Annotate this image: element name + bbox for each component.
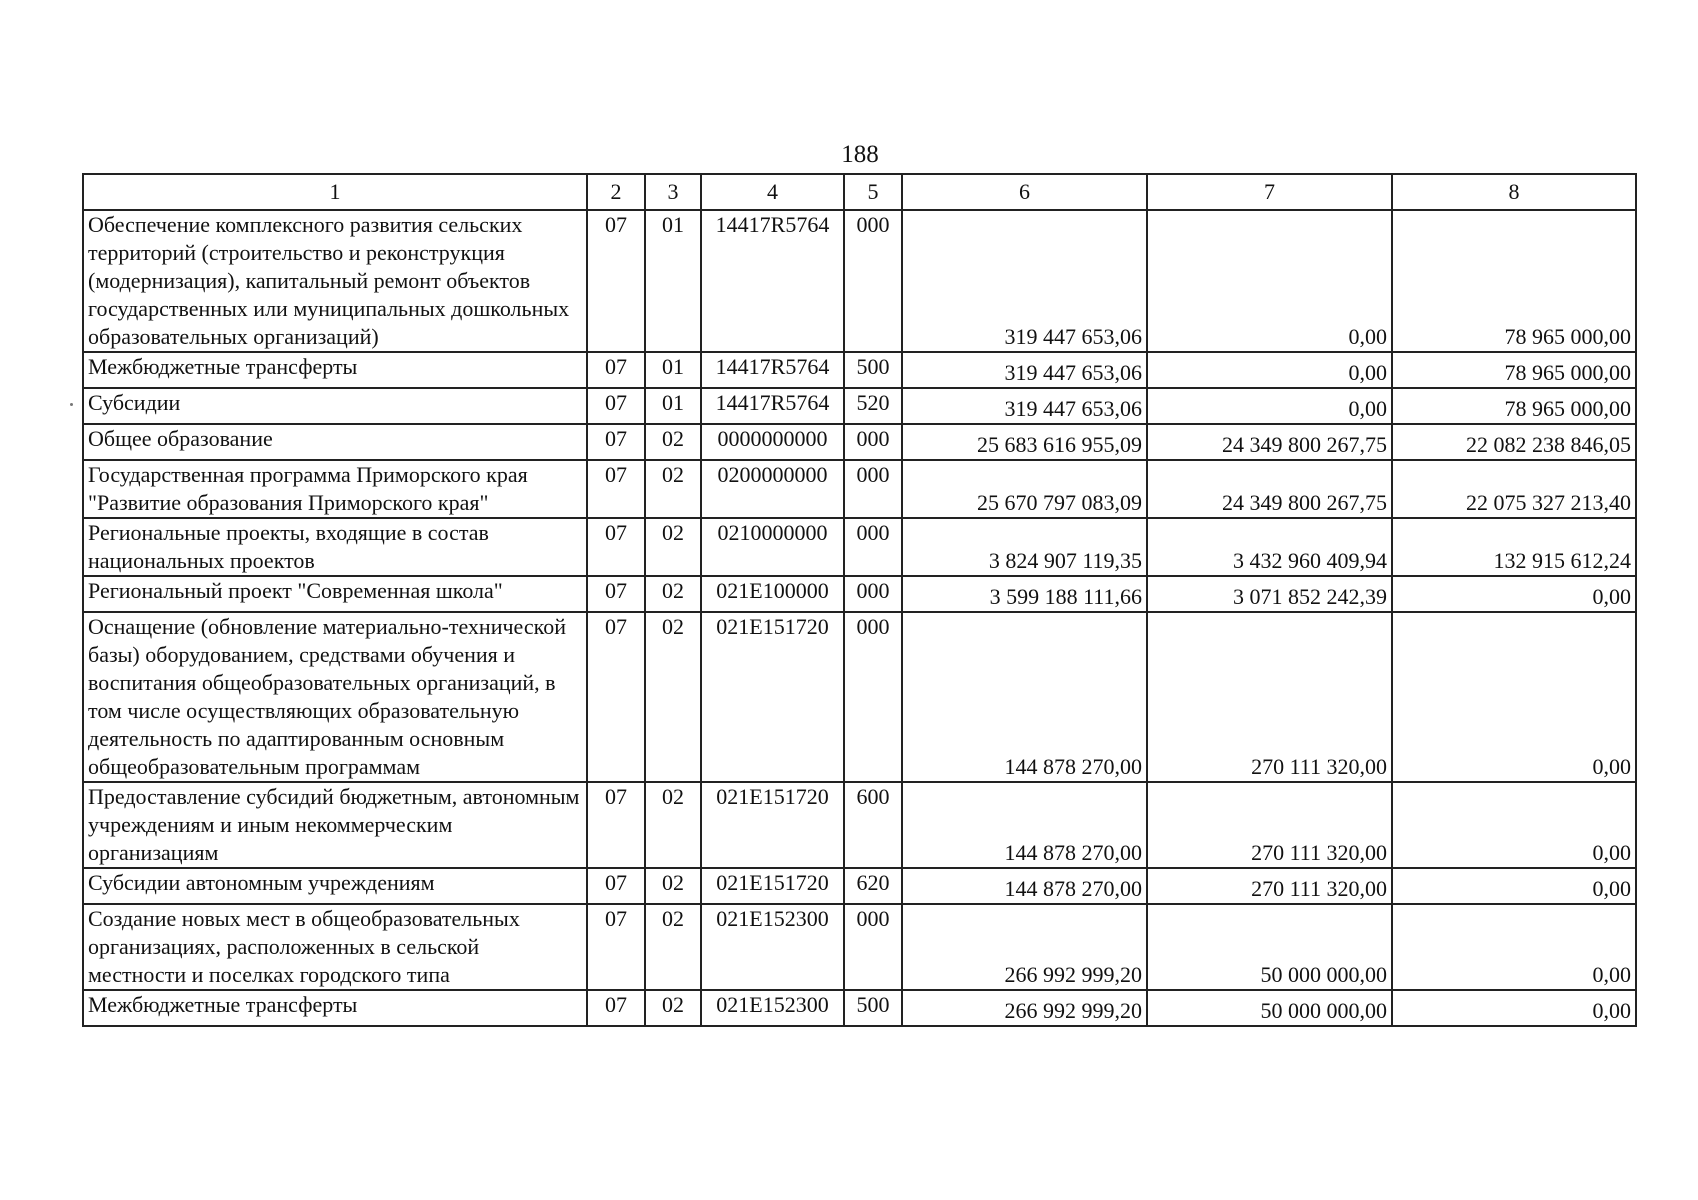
subsection-code: 02 — [645, 518, 701, 576]
header-col-4: 4 — [701, 174, 844, 210]
expense-type-code: 000 — [844, 210, 902, 352]
amount-col-7: 0,00 — [1147, 388, 1392, 424]
amount-col-6: 3 824 907 119,35 — [902, 518, 1147, 576]
expense-type-code: 620 — [844, 868, 902, 904]
section-code: 07 — [587, 518, 645, 576]
amount-col-7: 3 432 960 409,94 — [1147, 518, 1392, 576]
amount-col-7: 3 071 852 242,39 — [1147, 576, 1392, 612]
amount-col-8: 78 965 000,00 — [1392, 388, 1636, 424]
amount-col-7: 50 000 000,00 — [1147, 990, 1392, 1026]
header-col-5: 5 — [844, 174, 902, 210]
amount-col-6: 319 447 653,06 — [902, 210, 1147, 352]
expense-type-code: 500 — [844, 352, 902, 388]
amount-col-6: 319 447 653,06 — [902, 388, 1147, 424]
table-row — [83, 352, 1636, 388]
section-code: 07 — [587, 352, 645, 388]
amount-col-8: 22 082 238 846,05 — [1392, 424, 1636, 460]
target-article-code: 14417R5764 — [701, 352, 844, 388]
table-row — [83, 518, 1636, 576]
table-row — [83, 388, 1636, 424]
table-body — [83, 210, 1636, 1026]
table-row — [83, 990, 1636, 1026]
section-code: 07 — [587, 210, 645, 352]
target-article-code: 021E100000 — [701, 576, 844, 612]
subsection-code: 01 — [645, 352, 701, 388]
amount-col-6: 3 599 188 111,66 — [902, 576, 1147, 612]
subsection-code: 02 — [645, 782, 701, 868]
amount-col-7: 24 349 800 267,75 — [1147, 424, 1392, 460]
target-article-code: 021E151720 — [701, 612, 844, 782]
table-row — [83, 424, 1636, 460]
row-name: Создание новых мест в общеобразовательных организациях, расположенных в сельской местности и поселках городского типа — [83, 904, 587, 990]
amount-col-7: 0,00 — [1147, 210, 1392, 352]
amount-col-6: 25 683 616 955,09 — [902, 424, 1147, 460]
expense-type-code: 000 — [844, 518, 902, 576]
header-row — [83, 174, 1636, 210]
amount-col-7: 24 349 800 267,75 — [1147, 460, 1392, 518]
amount-col-8: 132 915 612,24 — [1392, 518, 1636, 576]
row-name: Обеспечение комплексного развития сельских территорий (строительство и реконструкция (модернизация), капитальный ремонт объектов государственных или муниципальных дошкольных образовательных организаций) — [83, 210, 587, 352]
amount-col-8: 22 075 327 213,40 — [1392, 460, 1636, 518]
amount-col-8: 0,00 — [1392, 782, 1636, 868]
subsection-code: 02 — [645, 612, 701, 782]
header-col-6: 6 — [902, 174, 1147, 210]
table-header — [83, 174, 1636, 210]
expense-type-code: 600 — [844, 782, 902, 868]
target-article-code: 021E152300 — [701, 904, 844, 990]
row-name: Региональные проекты, входящие в состав национальных проектов — [83, 518, 587, 576]
amount-col-8: 0,00 — [1392, 612, 1636, 782]
amount-col-7: 270 111 320,00 — [1147, 868, 1392, 904]
expense-type-code: 520 — [844, 388, 902, 424]
row-name: Субсидии автономным учреждениям — [83, 868, 587, 904]
amount-col-6: 144 878 270,00 — [902, 868, 1147, 904]
section-code: 07 — [587, 576, 645, 612]
row-name: Субсидии — [83, 388, 587, 424]
row-name: Региональный проект "Современная школа" — [83, 576, 587, 612]
amount-col-7: 270 111 320,00 — [1147, 612, 1392, 782]
section-code: 07 — [587, 782, 645, 868]
table-row — [83, 210, 1636, 352]
target-article-code: 14417R5764 — [701, 210, 844, 352]
budget-table — [82, 173, 1637, 1027]
subsection-code: 02 — [645, 868, 701, 904]
page-number: 188 — [841, 141, 879, 168]
scan-speck — [70, 403, 73, 406]
target-article-code: 14417R5764 — [701, 388, 844, 424]
expense-type-code: 000 — [844, 612, 902, 782]
table-row — [83, 904, 1636, 990]
amount-col-7: 0,00 — [1147, 352, 1392, 388]
subsection-code: 02 — [645, 460, 701, 518]
amount-col-6: 319 447 653,06 — [902, 352, 1147, 388]
target-article-code: 021E151720 — [701, 868, 844, 904]
expense-type-code: 000 — [844, 460, 902, 518]
amount-col-8: 0,00 — [1392, 576, 1636, 612]
target-article-code: 021E152300 — [701, 990, 844, 1026]
section-code: 07 — [587, 460, 645, 518]
amount-col-6: 266 992 999,20 — [902, 990, 1147, 1026]
subsection-code: 02 — [645, 576, 701, 612]
section-code: 07 — [587, 868, 645, 904]
subsection-code: 01 — [645, 388, 701, 424]
table-row — [83, 782, 1636, 868]
section-code: 07 — [587, 990, 645, 1026]
row-name: Общее образование — [83, 424, 587, 460]
table-row — [83, 576, 1636, 612]
amount-col-6: 144 878 270,00 — [902, 612, 1147, 782]
target-article-code: 0200000000 — [701, 460, 844, 518]
amount-col-6: 25 670 797 083,09 — [902, 460, 1147, 518]
section-code: 07 — [587, 424, 645, 460]
row-name: Государственная программа Приморского края "Развитие образования Приморского края" — [83, 460, 587, 518]
section-code: 07 — [587, 904, 645, 990]
amount-col-7: 270 111 320,00 — [1147, 782, 1392, 868]
table-row — [83, 612, 1636, 782]
subsection-code: 02 — [645, 990, 701, 1026]
header-col-3: 3 — [645, 174, 701, 210]
row-name: Оснащение (обновление материально-технической базы) оборудованием, средствами обучения и воспитания общеобразовательных организаций, в том числе осуществляющих образовательную деятельность по адаптированным основным общеобразовательным программам — [83, 612, 587, 782]
expense-type-code: 000 — [844, 576, 902, 612]
amount-col-6: 266 992 999,20 — [902, 904, 1147, 990]
section-code: 07 — [587, 612, 645, 782]
target-article-code: 021E151720 — [701, 782, 844, 868]
section-code: 07 — [587, 388, 645, 424]
expense-type-code: 500 — [844, 990, 902, 1026]
header-col-2: 2 — [587, 174, 645, 210]
table-row — [83, 868, 1636, 904]
table-row — [83, 460, 1636, 518]
target-article-code: 0000000000 — [701, 424, 844, 460]
row-name: Предоставление субсидий бюджетным, автономным учреждениям и иным некоммерческим организациям — [83, 782, 587, 868]
amount-col-6: 144 878 270,00 — [902, 782, 1147, 868]
target-article-code: 0210000000 — [701, 518, 844, 576]
subsection-code: 02 — [645, 904, 701, 990]
amount-col-8: 0,00 — [1392, 868, 1636, 904]
expense-type-code: 000 — [844, 424, 902, 460]
amount-col-7: 50 000 000,00 — [1147, 904, 1392, 990]
subsection-code: 02 — [645, 424, 701, 460]
amount-col-8: 78 965 000,00 — [1392, 210, 1636, 352]
row-name: Межбюджетные трансферты — [83, 990, 587, 1026]
header-col-7: 7 — [1147, 174, 1392, 210]
amount-col-8: 78 965 000,00 — [1392, 352, 1636, 388]
row-name: Межбюджетные трансферты — [83, 352, 587, 388]
expense-type-code: 000 — [844, 904, 902, 990]
header-col-8: 8 — [1392, 174, 1636, 210]
amount-col-8: 0,00 — [1392, 990, 1636, 1026]
amount-col-8: 0,00 — [1392, 904, 1636, 990]
subsection-code: 01 — [645, 210, 701, 352]
header-col-1: 1 — [83, 174, 587, 210]
